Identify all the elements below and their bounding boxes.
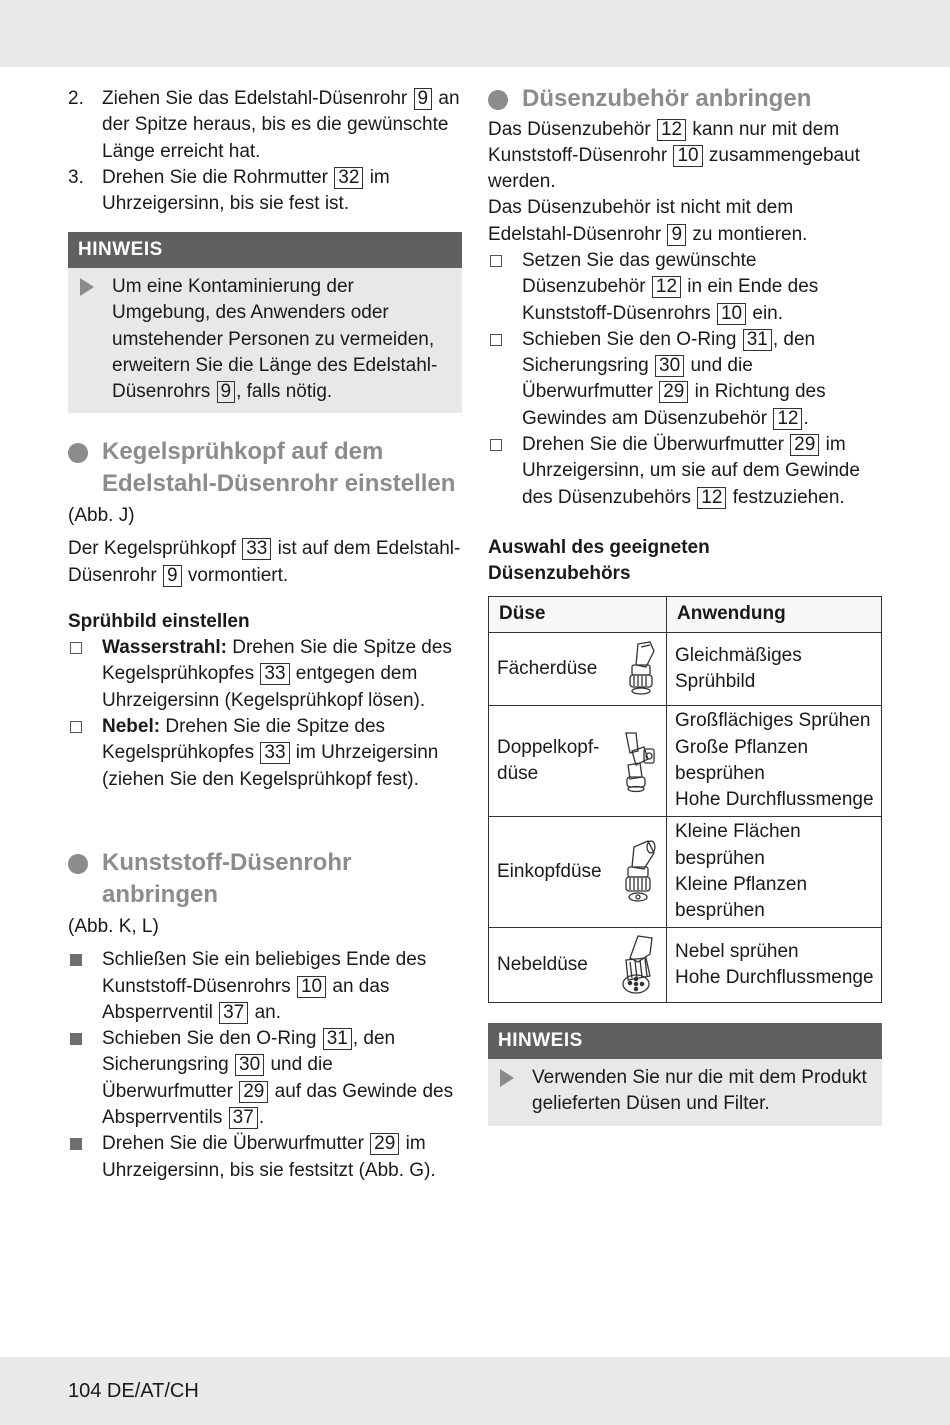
ref-number: 32 — [334, 167, 363, 189]
single-head-nozzle-icon — [620, 839, 658, 905]
nozzle-name-cell: Fächerdüse — [489, 633, 667, 706]
section-heading: Kunststoff-Düsenrohr anbringen — [68, 847, 462, 910]
checkbox-icon — [490, 439, 502, 451]
list-item: 2. Ziehen Sie das Edelstahl-Düsenrohr 9 an der Spitze heraus, bis es die gewünschte Länge erreicht hat. — [68, 88, 460, 162]
hinweis-box — [488, 1023, 882, 1126]
ref-number: 9 — [217, 381, 236, 403]
hinweis-title: HINWEIS — [488, 1023, 882, 1059]
double-head-nozzle-icon — [618, 729, 658, 793]
ref-number: 9 — [667, 224, 686, 246]
nozzle-use-cell: Großflächiges Sprühen Große Pflanzen besprühen Hohe Durchflussmenge — [667, 706, 882, 817]
ref-number: 12 — [697, 487, 726, 509]
section-heading: Düsenzubehör anbringen — [488, 83, 882, 115]
list-item: Drehen Sie die Überwurfmutter 29 im Uhrzeigersinn, bis sie festsitzt (Abb. G). — [68, 1131, 462, 1184]
ref-number: 37 — [219, 1002, 248, 1024]
ref-number: 37 — [229, 1107, 258, 1129]
ref-number: 9 — [414, 88, 433, 110]
paragraph: Das Düsenzubehör 12 kann nur mit dem Kunststoff-Düsenrohr 10 zusammengebaut werden. — [488, 118, 860, 193]
list-item: 3. Drehen Sie die Rohrmutter 32 im Uhrzeigersinn, bis sie fest ist. — [68, 166, 390, 215]
hinweis-box — [68, 232, 462, 413]
hinweis-body: Um eine Kontaminierung der Umgebung, des Anwenders oder umstehender Personen zu vermeiden, erweitern Sie die Länge des Edelstahl-Düsenrohrs 9 , falls nötig. — [68, 268, 462, 413]
ref-number: 29 — [790, 434, 819, 456]
list-item: Wasserstrahl: Drehen Sie die Spitze des Kegelsprühkopfes 33 entgegen dem Uhrzeigersinn (Kegelsprühkopf lösen). — [68, 635, 462, 714]
nozzle-use-cell: Nebel sprühen Hohe Durchflussmenge — [667, 928, 882, 1003]
table-header-duese: Düse — [489, 597, 667, 633]
table-row — [489, 928, 882, 1003]
ref-number: 10 — [717, 303, 746, 325]
nozzle-name-cell: Doppelkopf-düse — [489, 706, 667, 817]
section-duesenzubehoer — [488, 83, 882, 511]
ref-number: 31 — [743, 329, 772, 351]
subheading: Sprühbild einstellen — [68, 610, 250, 632]
ref-number: 10 — [297, 976, 326, 998]
page-number: 104 DE/AT/CH — [68, 1380, 199, 1402]
ref-number: 12 — [773, 408, 802, 430]
figure-ref: (Abb. J) — [68, 505, 135, 526]
ref-number: 29 — [370, 1133, 399, 1155]
checkbox-icon — [490, 255, 502, 267]
section-kegelspruehkopf — [68, 436, 462, 793]
ref-number: 30 — [235, 1054, 264, 1076]
nozzle-name-cell: Nebeldüse — [489, 928, 667, 1003]
nozzle-table — [488, 596, 882, 1003]
checkbox-icon — [70, 642, 82, 654]
ref-number: 10 — [673, 145, 702, 167]
bullet-dot-icon — [68, 854, 88, 874]
list-item: Schließen Sie ein beliebiges Ende des Kunststoff-Düsenrohrs 10 an das Absperrventil 37 an. — [68, 947, 462, 1026]
paragraph: Das Düsenzubehör ist nicht mit dem Edelstahl-Düsenrohr 9 zu montieren. — [488, 197, 808, 245]
table-row — [489, 817, 882, 928]
nozzle-use-cell: Kleine Flächen besprühen Kleine Pflanzen besprühen — [667, 817, 882, 928]
list-item: Schieben Sie den O-Ring 31 , den Sicherungsring 30 und die Überwurfmutter 29 in Richtung des Gewindes am Düsenzubehör 12 . — [488, 327, 882, 432]
ref-number: 29 — [239, 1081, 268, 1103]
figure-ref: (Abb. K, L) — [68, 916, 159, 937]
ref-number: 33 — [242, 538, 271, 560]
table-header-row — [489, 597, 882, 633]
nozzle-use-cell: Gleichmäßiges Sprühbild — [667, 633, 882, 706]
section-kunststoff-duesenrohr — [68, 847, 462, 1184]
square-bullet-icon — [70, 1138, 82, 1150]
list-item: Nebel: Drehen Sie die Spitze des Kegelsprühkopfes 33 im Uhrzeigersinn (ziehen Sie den Kegelsprühkopf fest). — [68, 714, 462, 793]
list-item: Drehen Sie die Überwurfmutter 29 im Uhrzeigersinn, um sie auf dem Gewinde des Düsenzubehörs 12 festzuziehen. — [488, 432, 882, 511]
ref-number: 9 — [163, 565, 182, 587]
square-bullet-icon — [70, 1033, 82, 1045]
ref-number: 12 — [657, 119, 686, 141]
bullet-dot-icon — [68, 443, 88, 463]
ref-number: 33 — [260, 663, 289, 685]
ref-number: 30 — [655, 355, 684, 377]
top-band — [0, 0, 950, 67]
ref-number: 29 — [659, 381, 688, 403]
steps-list — [68, 86, 462, 217]
table-row — [489, 633, 882, 706]
table-caption: Auswahl des geeigneten Düsenzubehörs — [488, 537, 710, 585]
mist-nozzle-icon — [616, 932, 658, 998]
paragraph: Der Kegelsprühkopf 33 ist auf dem Edelstahl-Düsenrohr 9 vormontiert. — [68, 538, 461, 586]
play-arrow-icon — [500, 1069, 514, 1087]
checkbox-icon — [490, 334, 502, 346]
list-item: Setzen Sie das gewünschte Düsenzubehör 12 in ein Ende des Kunststoff-Düsenrohrs 10 ein. — [488, 248, 882, 327]
section-heading: Kegelsprühkopf auf dem Edelstahl-Düsenrohr einstellen — [68, 436, 462, 499]
fan-nozzle-icon — [624, 641, 658, 697]
play-arrow-icon — [80, 278, 94, 296]
checkbox-icon — [70, 721, 82, 733]
ref-number: 31 — [323, 1028, 352, 1050]
ref-number: 33 — [260, 742, 289, 764]
bullet-dot-icon — [488, 90, 508, 110]
list-item: Schieben Sie den O-Ring 31 , den Sicherungsring 30 und die Überwurfmutter 29 auf das Gewinde des Absperrventils 37 . — [68, 1026, 462, 1131]
table-row — [489, 706, 882, 817]
table-header-anwendung: Anwendung — [667, 597, 882, 633]
ref-number: 12 — [652, 276, 681, 298]
square-bullet-icon — [70, 954, 82, 966]
hinweis-title: HINWEIS — [68, 232, 462, 268]
nozzle-name-cell: Einkopfdüse — [489, 817, 667, 928]
hinweis-body: Verwenden Sie nur die mit dem Produkt gelieferten Düsen und Filter. — [488, 1059, 882, 1126]
